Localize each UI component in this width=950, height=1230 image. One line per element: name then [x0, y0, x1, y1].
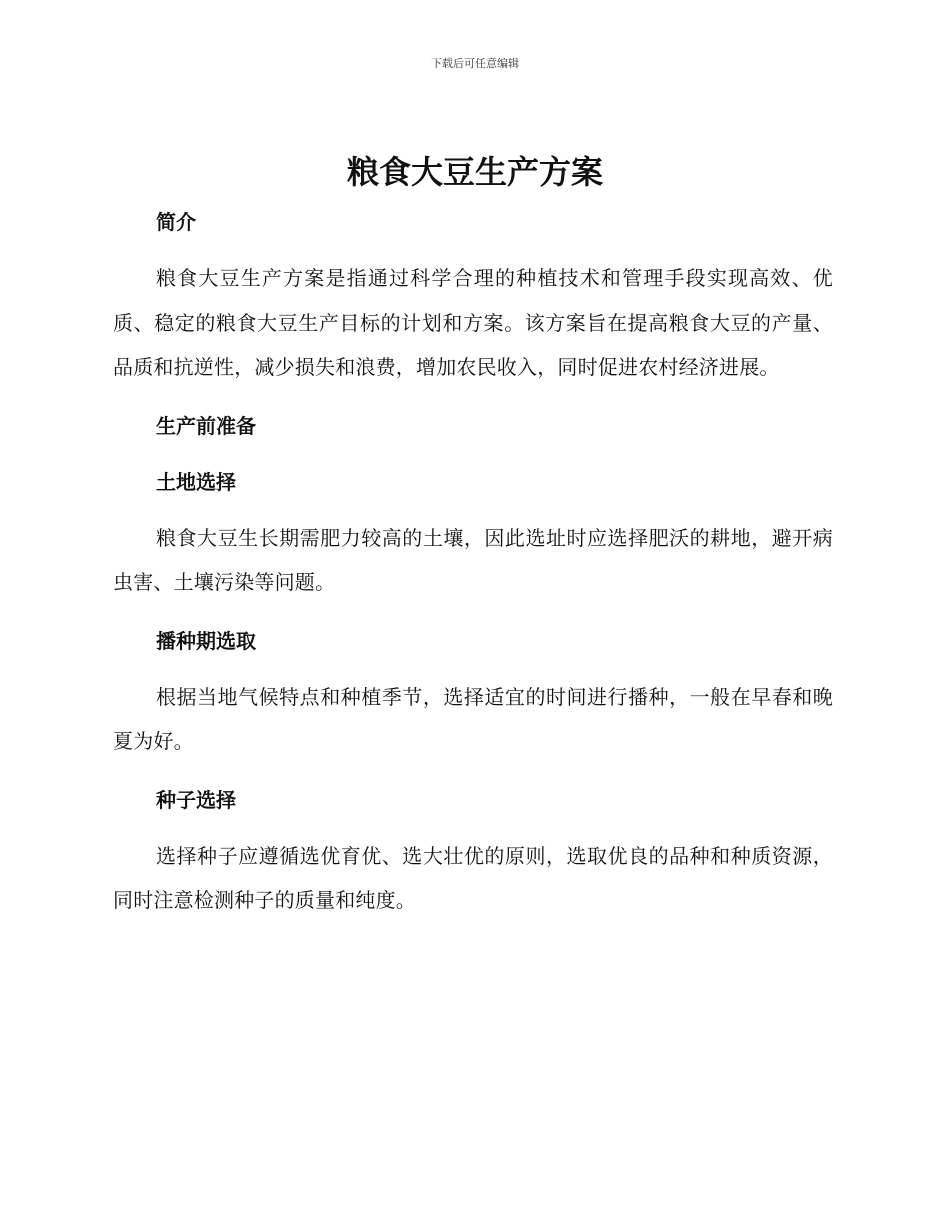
sowing-paragraph: 根据当地气候特点和种植季节，选择适宜的时间进行播种，一般在早春和晚夏为好。	[113, 684, 833, 753]
document-body	[113, 200, 833, 923]
intro-paragraph: 粮食大豆生产方案是指通过科学合理的种植技术和管理手段实现高效、优质、稳定的粮食大豆生产目标的计划和方案。该方案旨在提高粮食大豆的产量、品质和抗逆性，减少损失和浪费，增加农民收入，同时促进农村经济进展。	[113, 266, 833, 379]
seed-paragraph: 选择种子应遵循选优育优、选大壮优的原则，选取优良的品种和种质资源，同时注意检测种子的质量和纯度。	[113, 843, 833, 912]
header-note: 下载后可任意编辑	[431, 57, 519, 70]
land-heading: 土地选择	[156, 469, 236, 494]
sowing-heading: 播种期选取	[156, 628, 256, 653]
prep-heading: 生产前准备	[156, 413, 256, 438]
document-title: 粮食大豆生产方案	[346, 153, 603, 191]
land-paragraph: 粮食大豆生长期需肥力较高的土壤，因此选址时应选择肥沃的耕地，避开病虫害、土壤污染等问题。	[113, 525, 833, 594]
seed-heading: 种子选择	[156, 787, 236, 812]
intro-heading: 简介	[156, 210, 196, 234]
